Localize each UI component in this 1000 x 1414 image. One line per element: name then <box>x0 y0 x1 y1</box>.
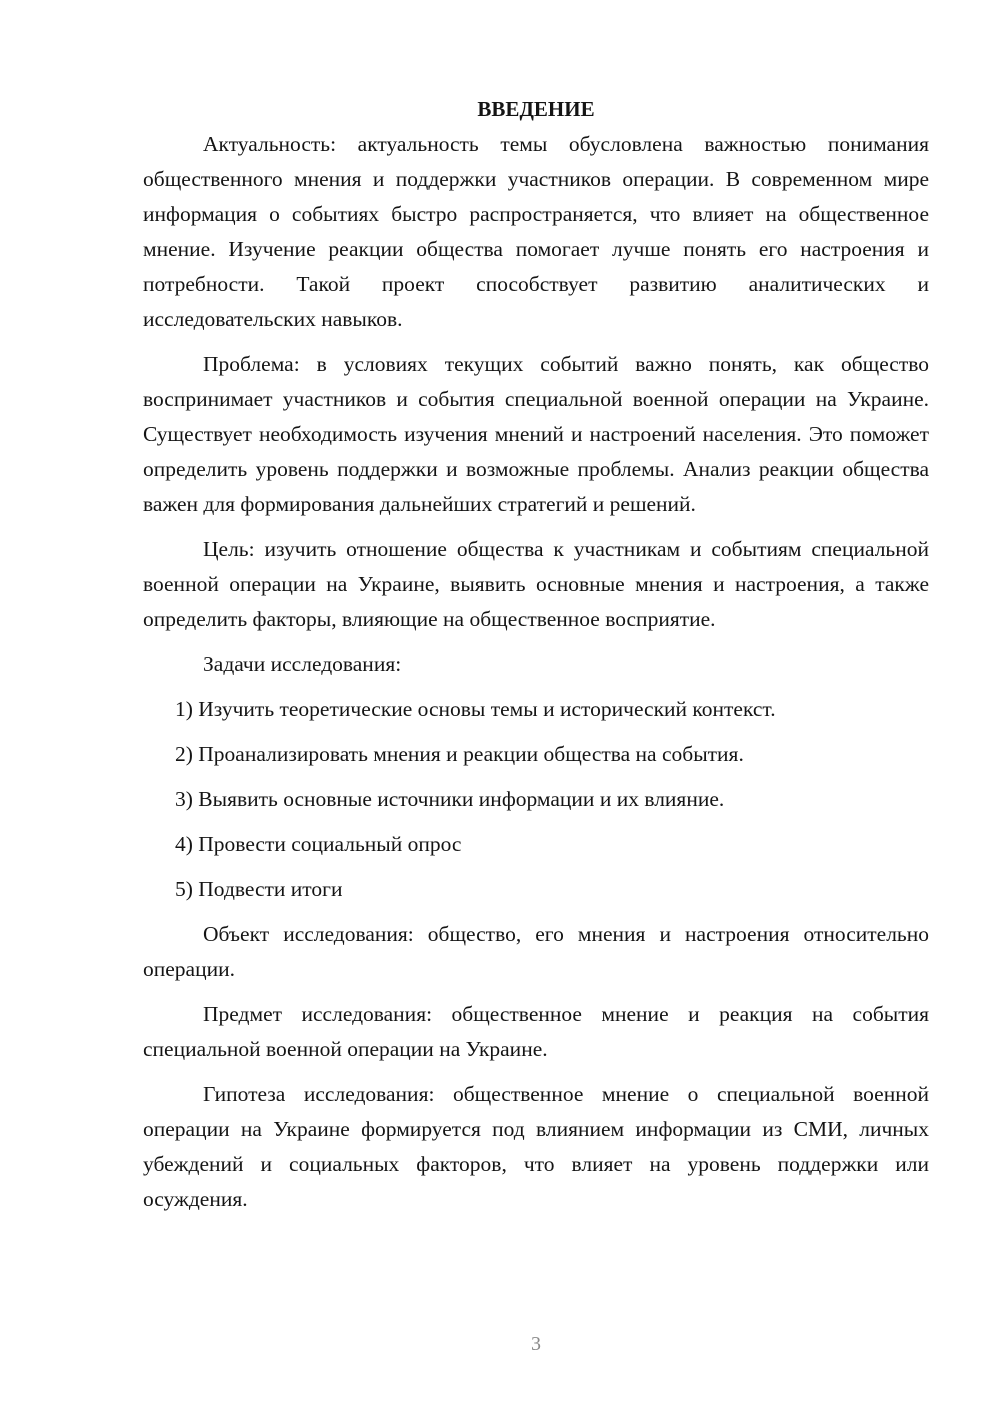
list-item: 3) Выявить основные источники информации и их влияние. <box>175 787 725 811</box>
paragraph-object: Объект исследования: общество, его мнения и настроения относительно операции. <box>143 922 929 981</box>
paragraph-goal: Цель: изучить отношение общества к участникам и событиям специальной военной операции на Украине, выявить основные мнения и настроения, а также определить факторы, влияющие на общественное восприятие. <box>143 537 929 631</box>
page-number: 3 <box>531 1333 541 1355</box>
page-title: ВВЕДЕНИЕ <box>477 97 595 121</box>
paragraph-subject: Предмет исследования: общественное мнение и реакция на события специальной военной операции на Украине. <box>143 1002 929 1061</box>
list-item: 2) Проанализировать мнения и реакции общества на события. <box>175 742 744 766</box>
task-list <box>143 692 929 907</box>
paragraph-hypothesis: Гипотеза исследования: общественное мнение о специальной военной операции на Украине формируется под влиянием информации из СМИ, личных убеждений и социальных факторов, что влияет на уровень поддержки или осуждения. <box>143 1082 929 1211</box>
paragraph-tasks-intro: Задачи исследования: <box>203 652 402 676</box>
list-item: 4) Провести социальный опрос <box>175 832 462 856</box>
document-page <box>143 92 929 1227</box>
paragraph-relevance: Актуальность: актуальность темы обусловлена важностью понимания общественного мнения и поддержки участников операции. В современном мире информация о событиях быстро распространяется, что влияет на общественное мнение. Изучение реакции общества помогает лучше понять его настроения и потребности. Такой проект способствует развитию аналитических и исследовательских навыков. <box>143 132 929 331</box>
list-item: 5) Подвести итоги <box>175 877 343 901</box>
paragraph-problem: Проблема: в условиях текущих событий важно понять, как общество воспринимает участников и события специальной военной операции на Украине. Существует необходимость изучения мнений и настроений населения. Это поможет определить уровень поддержки и возможные проблемы. Анализ реакции общества важен для формирования дальнейших стратегий и решений. <box>143 352 929 516</box>
list-item: 1) Изучить теоретические основы темы и исторический контекст. <box>175 697 776 721</box>
